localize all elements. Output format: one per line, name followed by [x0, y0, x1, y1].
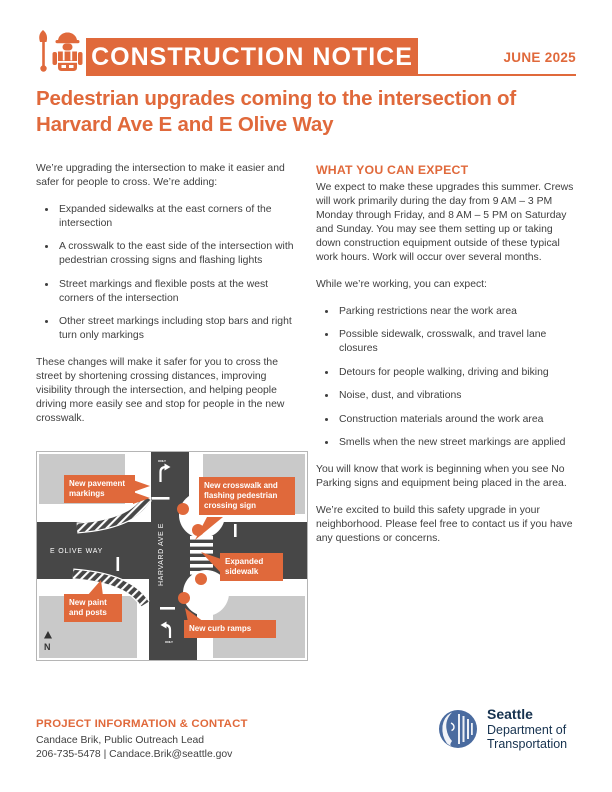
while-working-line: While we’re working, you can expect: — [316, 279, 487, 291]
benefits-paragraph: These changes will make it safer for you to cross the street by shortening crossing distances, improving visibility through the intersection, and helping people driving more easily see and stop for people in the new crosswalk. — [36, 356, 285, 424]
list-item: • A crosswalk to the east side of the intersection with pedestrian crossing signs and flashing lights — [57, 240, 298, 268]
construction-worker-icon — [32, 27, 86, 86]
expect-paragraph: We expect to make these upgrades this summer. Crews will work primarily during the day from 9 AM – 3 PM Monday through Friday, and 8 AM – 5 PM on Saturday and Sunday. You may see them setting up or taking down construction equipment outside of these typical work hours. Work will occur over several months. — [316, 182, 574, 264]
work-beginning-paragraph: You will know that work is beginning when you see No Parking signs and equipment being placed in the area. — [316, 464, 567, 490]
list-item: • Other street markings including stop bars and right turn only markings — [57, 315, 298, 343]
list-item: • Possible sidewalk, crosswalk, and travel lane closures — [337, 328, 578, 356]
map-callout: Expanded sidewalk — [220, 553, 283, 581]
list-item: • Street markings and flexible posts at the west corners of the intersection — [57, 278, 298, 306]
contact-heading: PROJECT INFORMATION & CONTACT — [36, 718, 248, 730]
left-column — [36, 162, 298, 661]
sdot-logo — [438, 706, 567, 752]
issue-date: JUNE 2025 — [503, 50, 576, 65]
list-item: • Parking restrictions near the work area — [337, 305, 578, 319]
expect-list — [316, 305, 578, 450]
list-item: • Noise, dust, and vibrations — [337, 389, 578, 403]
logo-line: Department of — [487, 722, 567, 737]
list-item: • Construction materials around the work area — [337, 413, 578, 427]
svg-text:ONLY: ONLY — [158, 458, 167, 463]
intersection-map — [36, 451, 308, 661]
intro-paragraph: We’re upgrading the intersection to make it easier and safer for people to cross. We’re adding: — [36, 163, 285, 188]
list-item: • Smells when the new street markings are applied — [337, 436, 578, 450]
contact-phone-email: 206-735-5478 | Candace.Brik@seattle.gov — [36, 749, 233, 761]
page-title: Pedestrian upgrades coming to the intersection of Harvard Ave E and E Olive Way — [36, 87, 516, 136]
street-label-vertical: HARVARD AVE E — [158, 522, 165, 586]
seattle-seal-icon — [438, 709, 478, 749]
street-label-horizontal: E OLIVE WAY — [50, 547, 104, 555]
map-callout: New paint and posts — [64, 594, 122, 622]
map-callout: New pavement markings — [64, 475, 135, 503]
list-item: • Detours for people walking, driving and biking — [337, 366, 578, 380]
map-callout: New crosswalk and flashing pedestrian crossing sign — [199, 477, 295, 516]
map-callout: New curb ramps — [184, 620, 276, 638]
contact-name: Candace Brik, Public Outreach Lead — [36, 735, 205, 747]
construction-notice-banner: CONSTRUCTION NOTICE — [86, 38, 418, 76]
logo-line: Seattle — [487, 706, 533, 722]
sdot-wordmark — [487, 706, 567, 752]
logo-line: Transportation — [487, 737, 568, 752]
upgrade-list — [36, 203, 298, 343]
section-heading: WHAT YOU CAN EXPECT — [316, 163, 469, 177]
svg-text:N: N — [44, 641, 51, 652]
closing-paragraph: We’re excited to build this safety upgrade in your neighborhood. Please feel free to contact us if you have any questions or concerns. — [316, 504, 573, 544]
list-item: • Expanded sidewalks at the east corners of the intersection — [57, 203, 298, 231]
contact-block — [36, 717, 248, 762]
svg-text:ONLY: ONLY — [165, 639, 174, 644]
header-rule — [418, 74, 576, 76]
right-column — [316, 162, 578, 559]
